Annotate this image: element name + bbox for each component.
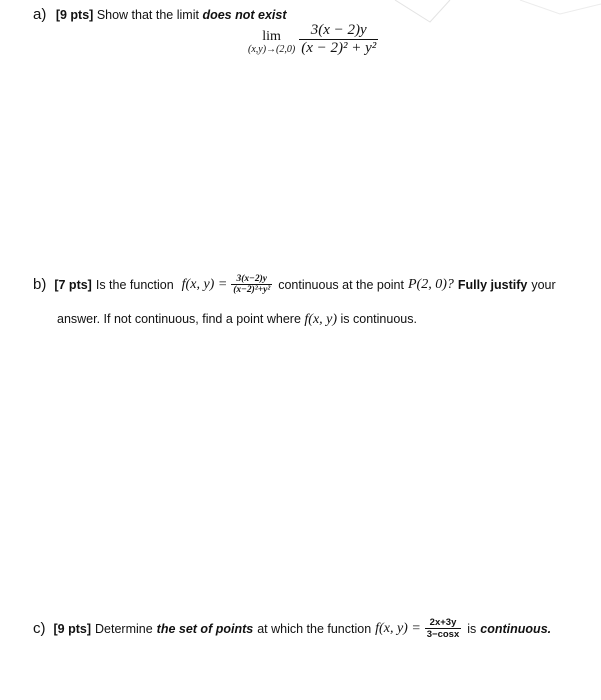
limit-numerator: 3(x − 2)y [310,22,367,38]
part-b-denominator: (x−2)²+y² [233,285,271,295]
part-b-text-3: your [531,277,556,292]
lim-word: lim [262,29,281,44]
part-a-points: [9 pts] [55,8,94,22]
lim-subscript: (x,y)→(2,0) [248,44,296,55]
part-b-line-2-text-a: answer. If not continuous, find a point where [57,312,301,326]
part-b-points: [7 pts] [54,277,92,292]
part-b-point: P(2, 0)? [407,276,454,292]
part-c-emphasis-2: continuous. [480,621,552,636]
part-c-numerator: 2x+3y [429,617,457,628]
limit-expression [248,22,378,57]
limit-denominator: (x − 2)² + y² [301,40,377,56]
part-b-line-1 [33,274,556,295]
part-a-prompt: Show that the limit [96,8,199,22]
part-b-line-2-text-b: is continuous. [340,312,417,326]
part-c-text-2: at which the function [257,621,372,636]
part-c-emphasis: the set of points [156,621,254,636]
part-b-numerator: 3(x−2)y [236,274,267,284]
part-c-letter: c) [33,620,46,637]
part-c-denominator: 3−cosx [426,629,460,640]
limit-fraction [299,22,378,57]
part-b-text-2: continuous at the point [278,277,404,292]
part-b-emphasis: Fully justify [457,277,528,292]
part-b-fraction [231,274,272,295]
part-b-line-2-function: f(x, y) [304,312,338,327]
part-c-text-1: Determine [95,621,153,636]
part-a-heading [33,6,286,23]
limit-operator [248,30,295,55]
part-c-function: f(x, y) = [375,620,421,636]
part-c-line [33,617,551,640]
part-c-points: [9 pts] [53,621,91,636]
part-c-text-3: is [467,621,477,636]
part-a-emphasis: does not exist [202,8,287,22]
part-b-text-1: Is the function [95,277,174,292]
part-b-line-2 [57,312,417,328]
part-a-letter: a) [33,6,47,23]
part-c-fraction [425,617,462,640]
part-b-function: f(x, y) = [181,276,228,292]
part-b-letter: b) [33,276,47,293]
